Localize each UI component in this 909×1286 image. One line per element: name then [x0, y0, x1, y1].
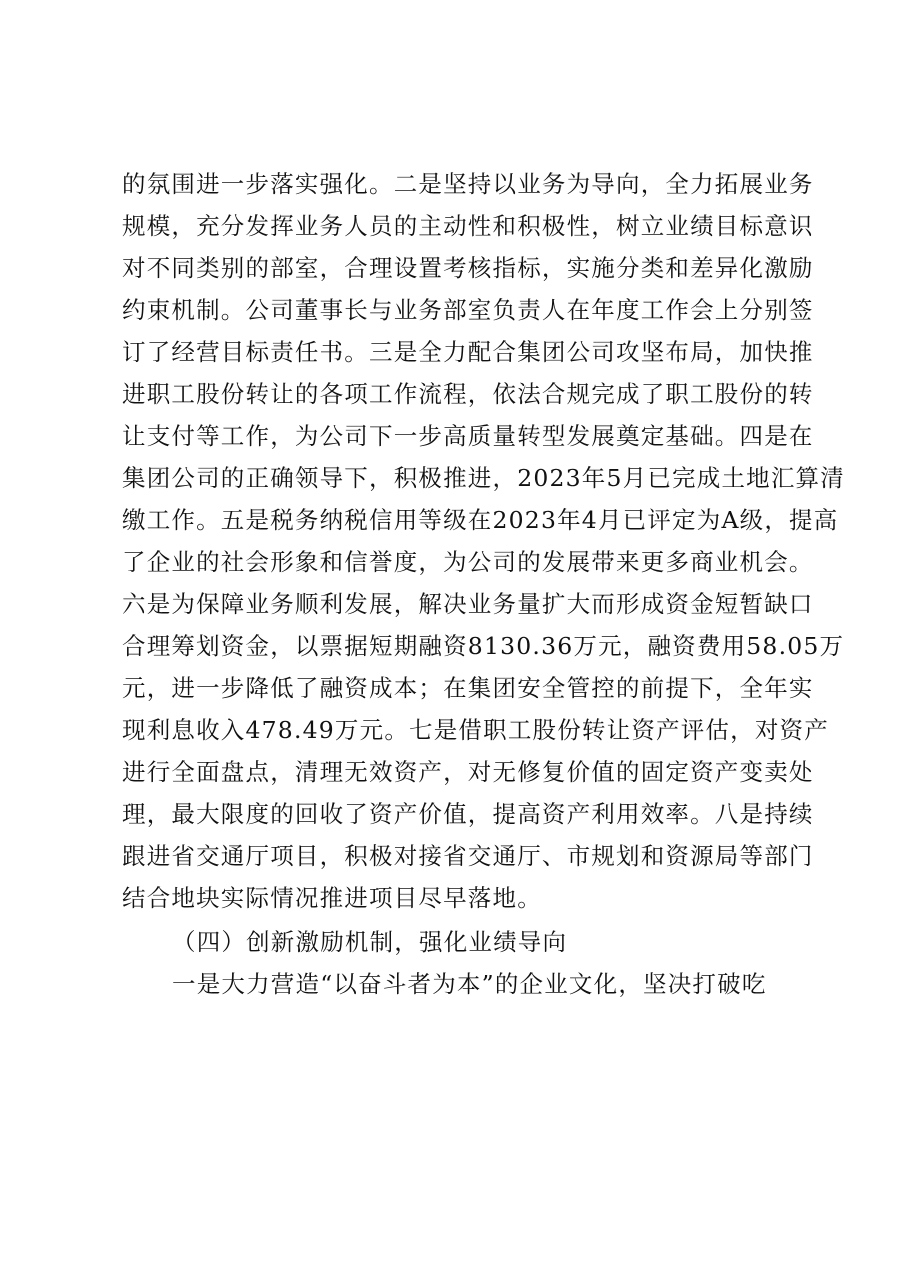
paragraph-line: 缴工作。五是税务纳税信用等级在2023年4月已评定为A级，提高 — [122, 506, 839, 534]
section-first-line: 一是大力营造“以奋斗者为本”的企业文化，坚决打破吃 — [172, 970, 767, 998]
paragraph-line: 约束机制。公司董事长与业务部室负责人在年度工作会上分别签 — [122, 296, 814, 324]
paragraph-line: 跟进省交通厅项目，积极对接省交通厅、市规划和资源局等部门 — [122, 842, 814, 870]
paragraph-line: 结合地块实际情况推进项目尽早落地。 — [122, 884, 542, 912]
paragraph-line: 理，最大限度的回收了资产价值，提高资产利用效率。八是持续 — [122, 800, 814, 828]
paragraph-line: 现利息收入478.49万元。七是借职工股份转让资产评估，对资产 — [122, 716, 829, 744]
paragraph-line: 订了经营目标责任书。三是全力配合集团公司攻坚布局，加快推 — [122, 338, 814, 366]
paragraph-line: 进职工股份转让的各项工作流程，依法合规完成了职工股份的转 — [122, 380, 814, 408]
paragraph-line: 让支付等工作，为公司下一步高质量转型发展奠定基础。四是在 — [122, 422, 814, 450]
section-heading: （四）创新激励机制，强化业绩导向 — [172, 928, 568, 956]
paragraph-line: 合理筹划资金，以票据短期融资8130.36万元，融资费用58.05万 — [122, 632, 845, 660]
paragraph-line: 进行全面盘点，清理无效资产，对无修复价值的固定资产变卖处 — [122, 758, 814, 786]
paragraph-line: 对不同类别的部室，合理设置考核指标，实施分类和差异化激励 — [122, 254, 814, 282]
paragraph-line: 规模，充分发挥业务人员的主动性和积极性，树立业绩目标意识 — [122, 212, 814, 240]
paragraph-line: 元，进一步降低了融资成本；在集团安全管控的前提下，全年实 — [122, 674, 814, 702]
paragraph-line: 的氛围进一步落实强化。二是坚持以业务为导向，全力拓展业务 — [122, 170, 814, 198]
paragraph-line: 六是为保障业务顺利发展，解决业务量扩大而形成资金短暂缺口 — [122, 590, 814, 618]
paragraph-line: 了企业的社会形象和信誉度，为公司的发展带来更多商业机会。 — [122, 548, 814, 576]
paragraph-line: 集团公司的正确领导下，积极推进，2023年5月已完成土地汇算清 — [122, 464, 845, 492]
